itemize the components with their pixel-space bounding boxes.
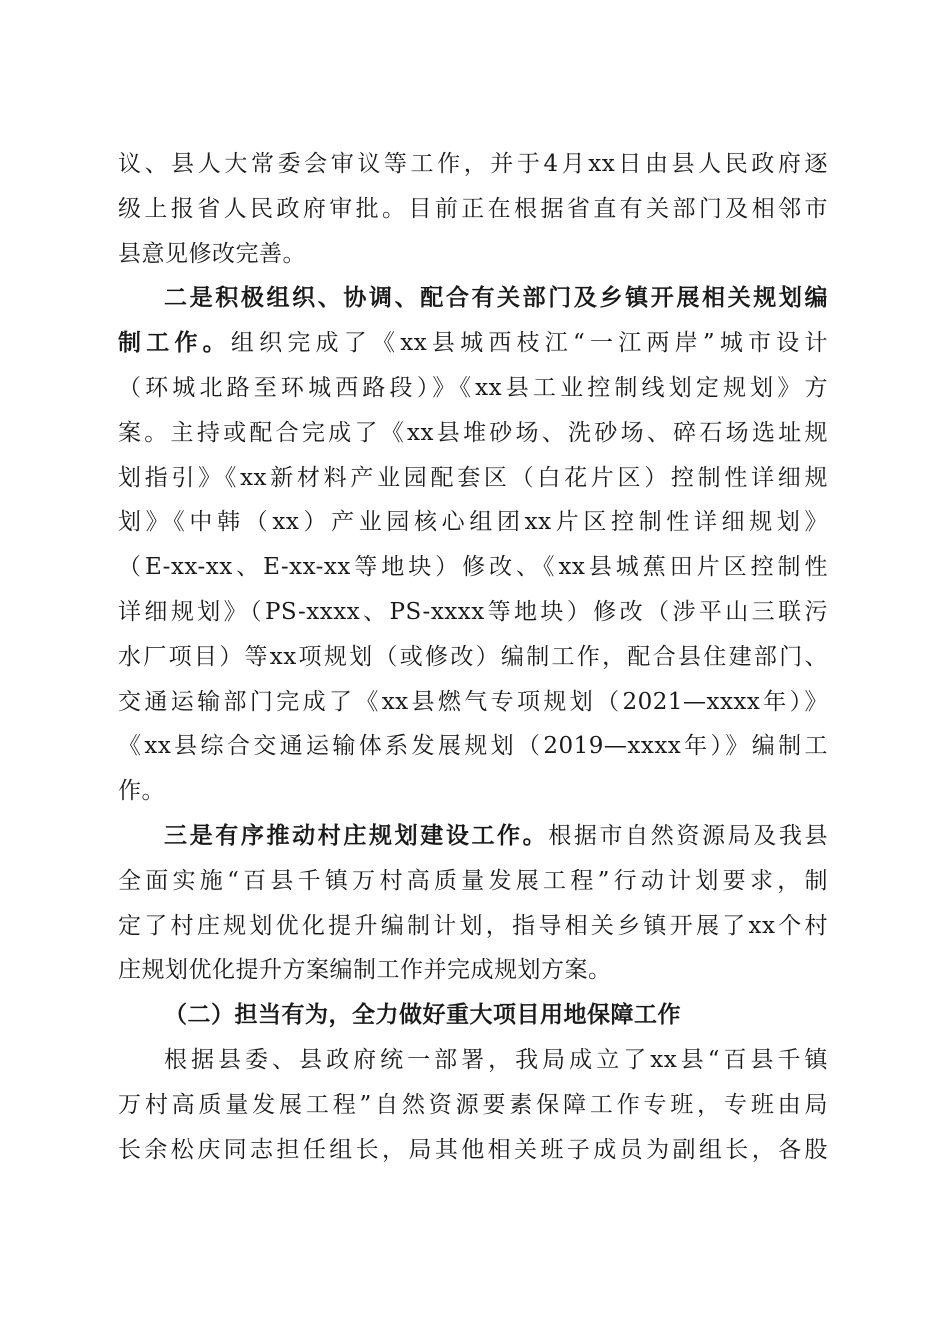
text-line (118, 321, 828, 366)
text-line: 长余松庆同志担任组长，局其他相关班子成员为副组长，各股 (118, 1136, 828, 1163)
text-line: 定了村庄规划优化提升编制计划，指导相关乡镇开展了xx个村 (118, 912, 828, 939)
text-line: （E-xx-xx、E-xx-xx等地块）修改、《xx县城蕉田片区控制性 (118, 554, 828, 581)
text-line: 交通运输部门完成了《xx县燃气专项规划（2021—xxxx年）》 (118, 688, 828, 715)
subsection-heading: （二）担当有为，全力做好重大项目用地保障工作 (164, 1001, 681, 1029)
text-line: 《xx县综合交通运输体系发展规划（2019—xxxx年）》编制工 (118, 733, 828, 760)
text-line: 划》《中韩（xx）产业园核心组团xx片区控制性详细规划》 (118, 509, 828, 536)
text-line: 详细规划》（PS-xxxx、PS-xxxx等地块）修改（涉平山三联污 (118, 598, 828, 625)
text-line: 级上报省人民政府审批。目前正在根据省直有关部门及相邻市 (118, 195, 828, 222)
bold-lead: 三是有序推动村庄规划建设工作。 (164, 821, 549, 849)
text-line: 案。主持或配合完成了《xx县堆砂场、洗砂场、碎石场选址规 (118, 419, 828, 446)
text-line: 作。 (118, 778, 165, 805)
document-body (118, 142, 828, 1172)
text-line: 划指引》《xx新材料产业园配套区（白花片区）控制性详细规 (118, 464, 828, 491)
text-line: 全面实施“百县千镇万村高质量发展工程”行动计划要求，制 (118, 867, 828, 894)
section-heading-line: 二是积极组织、协调、配合有关部门及乡镇开展相关规划编 (164, 284, 828, 312)
bold-lead: 制工作。 (118, 329, 231, 357)
text-span: 根据市自然资源局及我县 (548, 822, 829, 849)
text-line: 根据县委、县政府统一部署，我局成立了xx县“百县千镇 (164, 1046, 828, 1073)
text-line: 县意见修改完善。 (118, 240, 306, 267)
text-line: （环城北路至环城西路段）》《xx县工业控制线划定规划》方 (118, 374, 828, 401)
text-line: 万村高质量发展工程”自然资源要素保障工作专班，专班由局 (118, 1091, 828, 1118)
text-span: 组织完成了《xx县城西枝江“一江两岸”城市设计 (230, 330, 828, 357)
text-line: 议、县人大常委会审议等工作，并于4月xx日由县人民政府逐 (118, 151, 828, 177)
text-line: 水厂项目）等xx项规划（或修改）编制工作，配合县住建部门、 (118, 643, 828, 670)
text-line: 庄规划优化提升方案编制工作并完成规划方案。 (118, 957, 612, 984)
text-line (118, 814, 828, 859)
